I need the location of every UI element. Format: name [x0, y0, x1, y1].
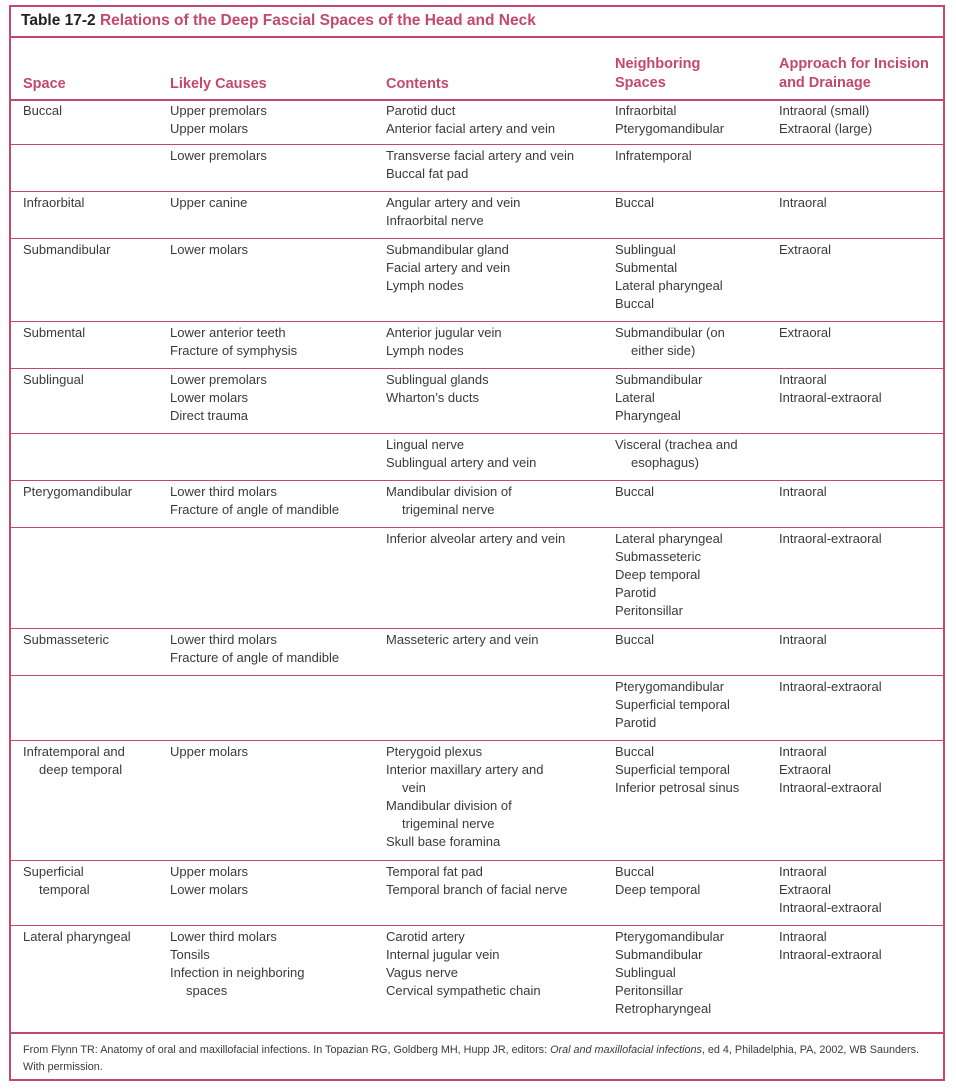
row-divider: [11, 368, 943, 369]
cell-line: Infratemporal and: [23, 744, 125, 759]
cell-line: Pterygomandibular: [23, 484, 133, 499]
header-neighboring-spaces: Neighboring Spaces: [615, 56, 701, 91]
cell-line: Anterior jugular vein: [386, 325, 502, 340]
cell-line: Inferior petrosal sinus: [615, 780, 740, 796]
cell-line: Lymph nodes: [386, 343, 464, 359]
cell-space: [23, 743, 125, 779]
cell-neighbors: [615, 530, 723, 620]
cell-line: Extraoral: [779, 882, 832, 898]
cell-line: vein: [402, 780, 426, 796]
cell-line: Extraoral: [779, 325, 832, 340]
cell-contents: [386, 147, 574, 183]
cell-line: Intraoral: [779, 372, 827, 387]
cell-line: Temporal branch of facial nerve: [386, 882, 568, 898]
cell-line: Buccal: [615, 864, 655, 879]
cell-line: Upper premolars: [170, 103, 267, 118]
cell-contents: [386, 324, 502, 360]
cell-line: spaces: [186, 983, 228, 999]
table-number: Table 17-2: [21, 12, 96, 29]
cell-line: Carotid artery: [386, 929, 465, 944]
cell-approach: [779, 324, 831, 342]
footnote-divider: [11, 1032, 943, 1034]
cell-line: Direct trauma: [170, 408, 249, 424]
cell-contents: [386, 743, 544, 852]
cell-line: Anterior facial artery and vein: [386, 121, 556, 137]
cell-contents: [386, 483, 512, 519]
cell-causes: [170, 102, 267, 138]
cell-line: Pterygoid plexus: [386, 744, 483, 759]
cell-neighbors: [615, 483, 654, 501]
cell-line: Angular artery and vein: [386, 195, 521, 210]
row-divider: [11, 675, 943, 676]
cell-neighbors: [615, 928, 724, 1018]
cell-line: Mandibular division of: [386, 484, 512, 499]
cell-line: Intraoral-extraoral: [779, 780, 882, 796]
table-frame: [9, 5, 945, 1081]
cell-line: Submandibular gland: [386, 242, 509, 257]
cell-neighbors: [615, 863, 700, 899]
cell-line: Retropharyngeal: [615, 1001, 712, 1017]
cell-line: Infraorbital nerve: [386, 213, 484, 229]
row-divider: [11, 144, 943, 145]
cell-space: [23, 483, 132, 501]
cell-contents: [386, 371, 489, 407]
cell-contents: [386, 102, 555, 138]
cell-neighbors: [615, 324, 725, 360]
cell-line: Lateral pharyngeal: [615, 278, 723, 294]
cell-neighbors: [615, 147, 692, 165]
cell-line: Extraoral: [779, 762, 832, 778]
cell-line: Upper molars: [170, 744, 249, 759]
cell-line: Submandibular: [615, 947, 703, 963]
cell-line: Infratemporal: [615, 148, 692, 163]
cell-causes: [170, 743, 248, 761]
cell-line: Sublingual: [615, 242, 676, 257]
cell-line: Lower third molars: [170, 632, 277, 647]
cell-line: Lateral pharyngeal: [615, 531, 723, 546]
table-title-text: Relations of the Deep Fascial Spaces of the Head and Neck: [99, 12, 536, 29]
cell-line: Submandibular: [615, 372, 703, 387]
header-likely-causes: Likely Causes: [170, 76, 267, 92]
cell-line: Submasseteric: [23, 632, 109, 647]
cell-causes: [170, 147, 267, 165]
cell-space: [23, 194, 84, 212]
cell-space: [23, 631, 109, 649]
cell-line: Lymph nodes: [386, 278, 464, 294]
cell-line: Intraoral: [779, 864, 827, 879]
cell-causes: [170, 928, 304, 1000]
cell-line: Extraoral (large): [779, 121, 873, 137]
cell-line: Upper molars: [170, 121, 249, 137]
cell-line: Inferior alveolar artery and vein: [386, 531, 566, 546]
cell-line: Buccal: [23, 103, 63, 118]
cell-contents: [386, 436, 536, 472]
cell-line: Vagus nerve: [386, 965, 459, 981]
cell-contents: [386, 863, 567, 899]
cell-causes: [170, 631, 339, 667]
cell-line: Lower molars: [170, 390, 249, 406]
cell-approach: [779, 928, 882, 964]
cell-line: Sublingual glands: [386, 372, 489, 387]
cell-line: Deep temporal: [615, 567, 701, 583]
cell-line: Submasseteric: [615, 549, 701, 565]
cell-line: Deep temporal: [615, 882, 701, 898]
cell-approach: [779, 743, 882, 797]
cell-line: Visceral (trachea and: [615, 437, 738, 452]
cell-line: temporal: [39, 882, 90, 898]
cell-neighbors: [615, 743, 739, 797]
cell-line: Intraoral-extraoral: [779, 390, 882, 406]
cell-line: Parotid duct: [386, 103, 456, 118]
row-divider: [11, 480, 943, 481]
cell-approach: [779, 102, 872, 138]
cell-line: Buccal: [615, 744, 655, 759]
cell-line: Superficial: [23, 864, 84, 879]
cell-line: Lateral pharyngeal: [23, 929, 131, 944]
cell-line: Pterygomandibular: [615, 929, 725, 944]
header-approach: Approach for Incision and Drainage: [779, 56, 929, 91]
cell-line: Buccal: [615, 632, 655, 647]
cell-line: Parotid: [615, 715, 657, 731]
cell-line: Internal jugular vein: [386, 947, 500, 963]
row-divider: [11, 925, 943, 926]
cell-line: Lingual nerve: [386, 437, 465, 452]
cell-line: Intraoral: [779, 744, 827, 759]
cell-approach: [779, 483, 827, 501]
cell-approach: [779, 241, 831, 259]
cell-approach: [779, 371, 882, 407]
row-divider: [11, 238, 943, 239]
cell-line: Intraoral-extraoral: [779, 900, 882, 916]
cell-line: Lateral: [615, 390, 655, 406]
cell-neighbors: [615, 678, 730, 732]
cell-line: Infection in neighboring: [170, 965, 305, 981]
cell-causes: [170, 241, 248, 259]
cell-line: Intraoral (small): [779, 103, 870, 118]
cell-line: Lower premolars: [170, 148, 267, 163]
row-divider: [11, 628, 943, 629]
cell-line: Masseteric artery and vein: [386, 632, 539, 647]
cell-contents: [386, 928, 541, 1000]
cell-neighbors: [615, 631, 654, 649]
cell-line: Mandibular division of: [386, 798, 512, 814]
cell-line: either side): [631, 343, 696, 359]
cell-line: Infraorbital: [23, 195, 85, 210]
cell-line: Submandibular: [23, 242, 111, 257]
cell-approach: [779, 678, 882, 696]
cell-line: Intraoral: [779, 195, 827, 210]
cell-line: Wharton’s ducts: [386, 390, 479, 406]
table-title: [21, 12, 536, 30]
cell-line: Intraoral-extraoral: [779, 679, 882, 694]
cell-line: Lower premolars: [170, 372, 267, 387]
cell-line: Pterygomandibular: [615, 121, 725, 137]
cell-line: Fracture of symphysis: [170, 343, 298, 359]
cell-line: Fracture of angle of mandible: [170, 650, 340, 666]
cell-causes: [170, 194, 247, 212]
cell-line: Parotid: [615, 585, 657, 601]
footnote: From Flynn TR: Anatomy of oral and maxillofacial infections. In Topazian RG, Goldberg MH, Hupp JR, editors: Oral and maxillofacial infections, ed 4, Philadelphia, PA, 2002, WB Saunders. With permission.: [23, 1044, 919, 1073]
cell-line: Submental: [615, 260, 678, 276]
cell-space: [23, 371, 84, 389]
cell-line: Pharyngeal: [615, 408, 681, 424]
cell-line: Transverse facial artery and vein: [386, 148, 575, 163]
cell-line: Intraoral: [779, 632, 827, 647]
cell-line: Sublingual: [23, 372, 84, 387]
cell-line: Submandibular (on: [615, 325, 725, 340]
cell-line: Lower molars: [170, 882, 249, 898]
row-divider: [11, 740, 943, 741]
cell-causes: [170, 371, 267, 425]
cell-line: Intraoral: [779, 484, 827, 499]
header-divider: [11, 99, 943, 101]
cell-neighbors: [615, 371, 702, 425]
cell-approach: [779, 863, 882, 917]
cell-neighbors: [615, 102, 724, 138]
cell-space: [23, 863, 90, 899]
cell-approach: [779, 194, 827, 212]
cell-line: Sublingual: [615, 965, 676, 981]
cell-line: esophagus): [631, 455, 699, 471]
cell-line: Pterygomandibular: [615, 679, 725, 694]
cell-line: Buccal fat pad: [386, 166, 469, 182]
cell-contents: [386, 631, 538, 649]
table-title-bar: [11, 7, 943, 38]
cell-line: trigeminal nerve: [402, 816, 495, 832]
cell-line: Buccal: [615, 296, 655, 312]
cell-line: Temporal fat pad: [386, 864, 483, 879]
cell-line: Interior maxillary artery and: [386, 762, 544, 778]
cell-line: Submental: [23, 325, 86, 340]
cell-space: [23, 928, 131, 946]
cell-line: Cervical sympathetic chain: [386, 983, 541, 999]
cell-line: Intraoral: [779, 929, 827, 944]
header-contents: Contents: [386, 76, 449, 92]
cell-contents: [386, 194, 520, 230]
row-divider: [11, 433, 943, 434]
cell-causes: [170, 324, 297, 360]
cell-approach: [779, 631, 827, 649]
cell-causes: [170, 483, 339, 519]
cell-line: Superficial temporal: [615, 697, 730, 713]
cell-line: deep temporal: [39, 762, 123, 778]
cell-line: Skull base foramina: [386, 834, 501, 850]
cell-line: Lower third molars: [170, 929, 277, 944]
cell-line: Upper canine: [170, 195, 248, 210]
cell-line: Buccal: [615, 484, 655, 499]
cell-line: Facial artery and vein: [386, 260, 511, 276]
cell-contents: [386, 241, 510, 295]
cell-line: Tonsils: [170, 947, 210, 963]
cell-line: Lower third molars: [170, 484, 277, 499]
header-space: Space: [23, 76, 66, 92]
cell-contents: [386, 530, 565, 548]
cell-line: Lower molars: [170, 242, 249, 257]
cell-line: Peritonsillar: [615, 603, 683, 619]
cell-line: Intraoral-extraoral: [779, 531, 882, 546]
row-divider: [11, 321, 943, 322]
cell-space: [23, 241, 110, 259]
cell-neighbors: [615, 436, 738, 472]
row-divider: [11, 191, 943, 192]
cell-space: [23, 102, 62, 120]
row-divider: [11, 860, 943, 861]
cell-approach: [779, 530, 882, 548]
cell-line: trigeminal nerve: [402, 502, 495, 518]
row-divider: [11, 527, 943, 528]
cell-line: Buccal: [615, 195, 655, 210]
cell-line: Infraorbital: [615, 103, 677, 118]
cell-line: Sublingual artery and vein: [386, 455, 537, 471]
cell-line: Lower anterior teeth: [170, 325, 286, 340]
cell-line: Fracture of angle of mandible: [170, 502, 340, 518]
cell-line: Intraoral-extraoral: [779, 947, 882, 963]
cell-line: Extraoral: [779, 242, 832, 257]
cell-line: Upper molars: [170, 864, 249, 879]
cell-line: Peritonsillar: [615, 983, 683, 999]
cell-neighbors: [615, 194, 654, 212]
cell-line: Superficial temporal: [615, 762, 730, 778]
cell-causes: [170, 863, 248, 899]
cell-space: [23, 324, 85, 342]
cell-neighbors: [615, 241, 723, 313]
